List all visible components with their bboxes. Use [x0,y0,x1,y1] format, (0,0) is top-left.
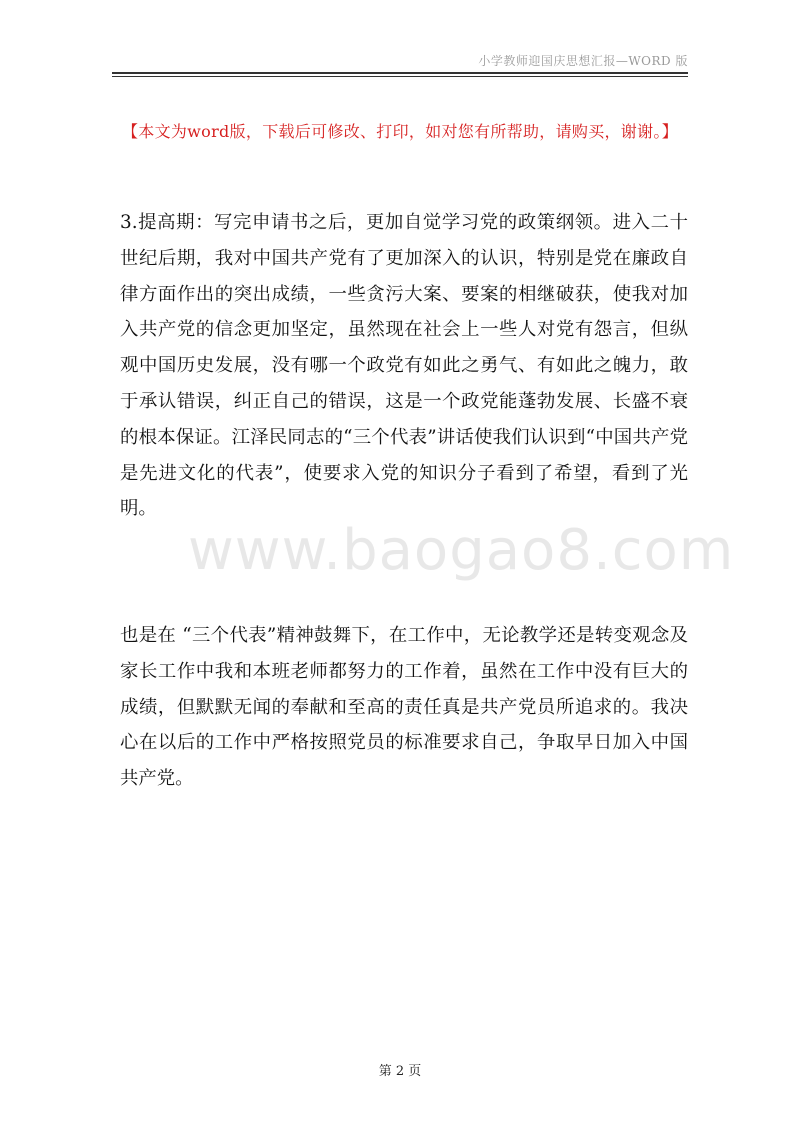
body-paragraph-2: 也是在 “三个代表”精神鼓舞下，在工作中，无论教学还是转变观念及家长工作中我和本班老师都努力的工作着，虽然在工作中没有巨大的成绩，但默默无闻的奉献和至高的责任真是共产党员所追求的。我决心在以后的工作中严格按照党员的标准要求自己，争取早日加入中国共产党。 [120,625,688,790]
body-paragraph-1: 3.提高期：写完申请书之后，更加自觉学习党的政策纲领。进入二十世纪后期，我对中国共产党有了更加深入的认识，特别是党在廉政自律方面作出的突出成绩，一些贪污大案、要案的相继破获，使我对加入共产党的信念更加坚定，虽然现在社会上一些人对党有怨言，但纵观中国历史发展，没有哪一个政党有如此之勇气、有如此之魄力，敢于承认错误，纠正自己的错误，这是一个政党能蓬勃发展、长盛不衰的根本保证。江泽民同志的“三个代表”讲话使我们认识到“中国共产党是先进文化的代表”，使要求入党的知识分子看到了希望，看到了光明。 [120,212,688,520]
page-number: 第 2 页 [378,1064,422,1079]
watermark: www.baogao8.com [188,518,735,583]
purchase-notice: 【本文为word版，下载后可修改、打印，如对您有所帮助，请购买，谢谢。】 [121,122,679,141]
header-title: 小学教师迎国庆思想汇报—WORD 版 [478,54,688,68]
header-divider [112,72,688,77]
